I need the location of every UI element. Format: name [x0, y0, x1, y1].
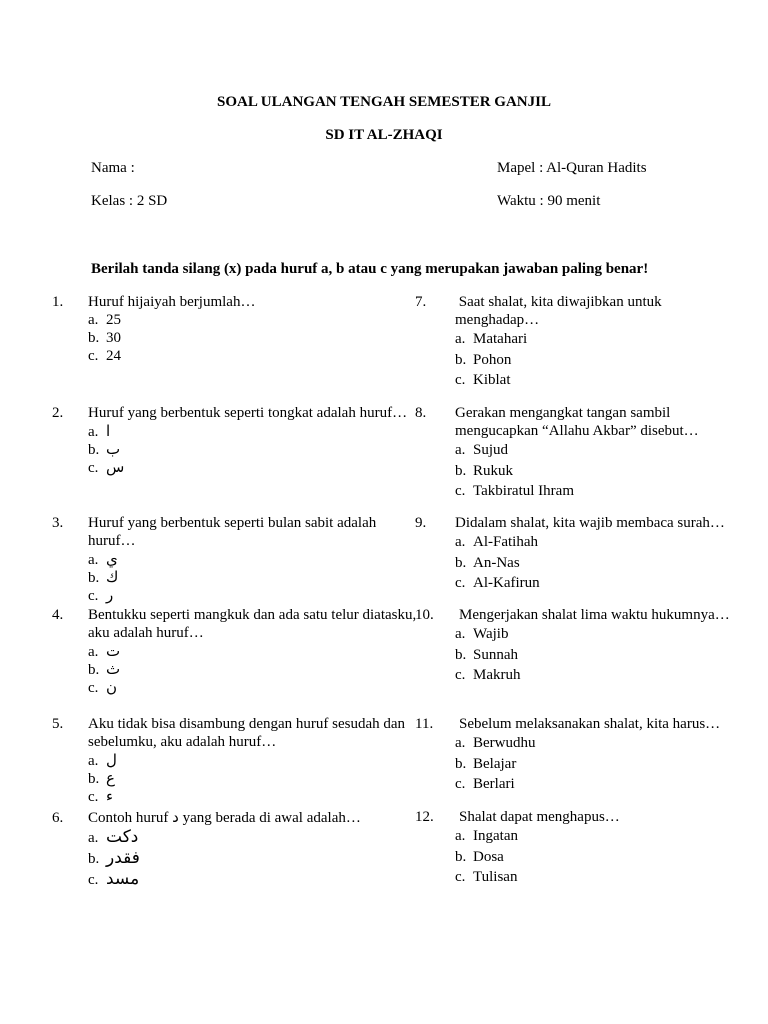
instruction: Berilah tanda silang (x) pada huruf a, b atau c yang merupakan jawaban paling benar! [91, 261, 649, 277]
option-b[interactable]: b. ب [88, 440, 121, 458]
nama-field: Nama : [91, 160, 135, 176]
question-number: 4. [52, 607, 64, 623]
option-c[interactable]: c. مسد [88, 869, 140, 889]
question-text: Bentukku seperti mangkuk dan ada satu telur diatasku, aku adalah huruf… [88, 607, 417, 641]
option-c[interactable]: c. ء [88, 787, 114, 805]
option-c[interactable]: c. Takbiratul Ihram [455, 483, 574, 499]
question-number: 3. [52, 515, 64, 531]
option-c[interactable]: c. Tulisan [455, 869, 518, 885]
option-c[interactable]: c. Al-Kafirun [455, 575, 540, 591]
option-c[interactable]: c. 24 [88, 348, 121, 364]
question-number: 9. [415, 515, 427, 531]
option-b[interactable]: b. Rukuk [455, 462, 514, 479]
question-text: Huruf yang berbentuk seperti bulan sabit adalah huruf… [88, 515, 377, 549]
question-2 [52, 404, 422, 476]
option-c[interactable]: c. ن [88, 678, 118, 696]
question-text: Aku tidak bisa disambung dengan huruf sesudah dan sebelumku, aku adalah huruf… [88, 716, 406, 750]
question-number: 6. [52, 810, 64, 826]
kelas-field: Kelas : 2 SD [91, 193, 168, 209]
question-text: Shalat dapat menghapus… [459, 809, 620, 825]
option-a[interactable]: a. 25 [88, 312, 121, 328]
option-a[interactable]: a. ت [88, 642, 121, 660]
question-number: 8. [415, 405, 427, 421]
option-b[interactable]: b. 30 [88, 330, 121, 346]
option-c[interactable]: c. Makruh [455, 667, 521, 683]
option-a[interactable]: a. دكت [88, 827, 139, 847]
option-a[interactable]: a. ا [88, 422, 111, 440]
option-a[interactable]: a. Sujud [455, 442, 509, 458]
question-6 [52, 808, 422, 890]
option-b[interactable]: b. Sunnah [455, 646, 518, 663]
question-5 [52, 715, 422, 805]
question-number: 2. [52, 405, 64, 421]
waktu-field: Waktu : 90 menit [497, 193, 601, 209]
question-arabic-letter: د [172, 808, 179, 826]
option-c[interactable]: c. ر [88, 586, 114, 604]
option-a[interactable]: a. Wajib [455, 626, 509, 642]
option-b[interactable]: b. ع [88, 769, 115, 787]
option-b[interactable]: b. Dosa [455, 848, 504, 865]
option-b[interactable]: b. Belajar [455, 755, 517, 772]
question-number: 10. [415, 607, 434, 623]
question-1 [52, 293, 422, 365]
question-text: Saat shalat, kita diwajibkan untuk menghadap… [455, 294, 662, 328]
option-a[interactable]: a. ي [88, 550, 118, 568]
option-c[interactable]: c. س [88, 458, 125, 476]
question-number: 5. [52, 716, 64, 732]
option-a[interactable]: a. Matahari [455, 331, 528, 347]
question-text: Didalam shalat, kita wajib membaca surah… [455, 515, 725, 531]
option-b[interactable]: b. ث [88, 660, 121, 678]
option-b[interactable]: b. ك [88, 568, 119, 586]
question-text: Mengerjakan shalat lima waktu hukumnya… [459, 607, 730, 623]
question-9 [415, 514, 735, 594]
question-text: Sebelum melaksanakan shalat, kita harus… [459, 716, 721, 732]
mapel-field: Mapel : Al-Quran Hadits [497, 160, 647, 176]
question-4 [52, 606, 422, 696]
question-number: 7. [415, 294, 427, 310]
option-b[interactable]: b. فقدر [88, 848, 140, 868]
option-c[interactable]: c. Berlari [455, 776, 515, 792]
question-10 [415, 606, 735, 686]
option-a[interactable]: a. Al-Fatihah [455, 534, 538, 550]
question-7 [415, 293, 735, 391]
question-text-end: yang berada di awal adalah… [182, 810, 361, 826]
question-3 [52, 514, 422, 604]
option-a[interactable]: a. Ingatan [455, 828, 518, 844]
school-name: SD IT AL-ZHAQI [325, 127, 443, 143]
question-12 [415, 808, 735, 888]
question-11 [415, 715, 735, 795]
option-a[interactable]: a. ل [88, 751, 117, 769]
question-number: 1. [52, 294, 64, 310]
question-text: Contoh huruf [88, 810, 169, 826]
question-text: Huruf yang berbentuk seperti tongkat adalah huruf… [88, 405, 408, 421]
option-b[interactable]: b. An-Nas [455, 554, 520, 571]
option-c[interactable]: c. Kiblat [455, 372, 511, 388]
question-8 [415, 404, 735, 502]
option-b[interactable]: b. Pohon [455, 351, 512, 368]
exam-title: SOAL ULANGAN TENGAH SEMESTER GANJIL [217, 94, 551, 110]
option-a[interactable]: a. Berwudhu [455, 735, 536, 751]
question-number: 12. [415, 809, 434, 825]
question-text: Gerakan mengangkat tangan sambil mengucapkan “Allahu Akbar” disebut… [455, 405, 699, 439]
question-text: Huruf hijaiyah berjumlah… [88, 294, 256, 310]
question-number: 11. [415, 716, 434, 732]
